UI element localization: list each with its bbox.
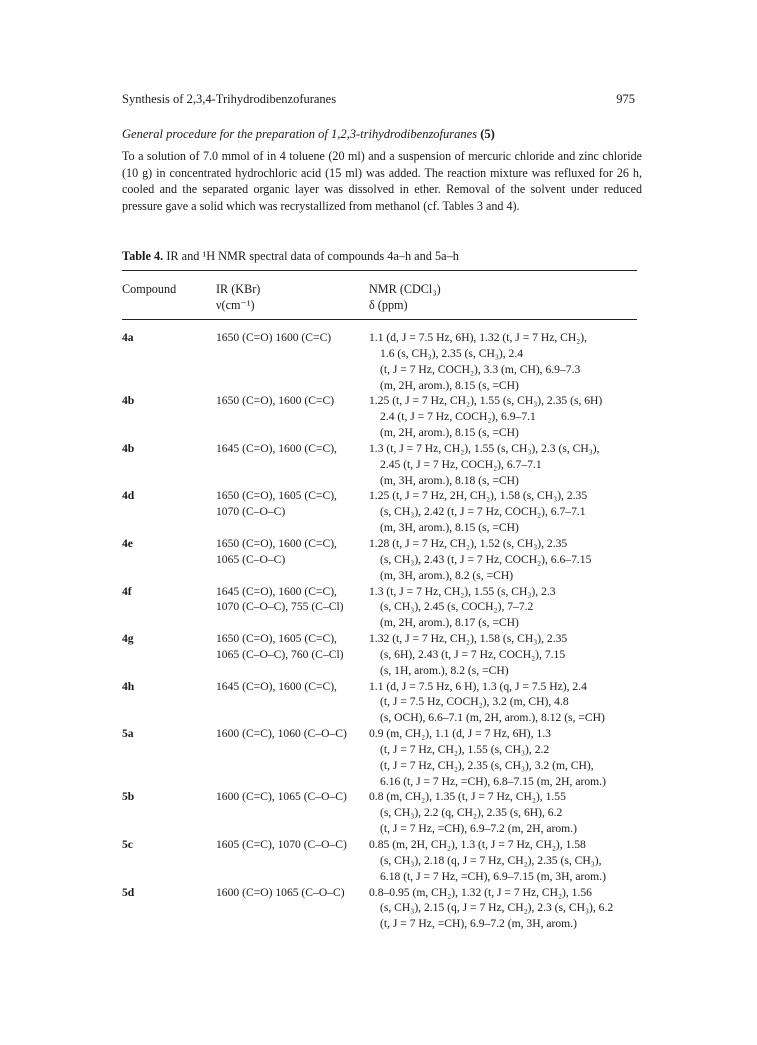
nmr-line: 1.1 (d, J = 7.5 Hz, 6 H), 1.3 (q, J = 7.5 Hz), 2.4 <box>369 679 587 693</box>
compound-id: 5c <box>122 838 133 851</box>
ir-data <box>216 536 366 568</box>
nmr-data <box>369 885 641 933</box>
ir-data <box>216 330 366 346</box>
compound-id: 4d <box>122 489 135 503</box>
nmr-line: 1.32 (t, J = 7 Hz, CH₂), 1.58 (s, CH₃), 2.35 <box>369 632 568 646</box>
procedure-body: To a solution of 7.0 mmol of in 4 toluene (20 ml) and a suspension of mercuric chloride and zinc chloride (10 g) in concentrated hydrochloric acid (15 ml) was added. The reaction mixture was refluxed for 26 h, cooled and the separated organic layer was dissolved in ether. Removal of the solvent under reduced pressure gave a solid which was recrystallized from methanol (cf. Tables 3 and 4). <box>122 149 642 213</box>
nmr-line: (t, J = 7 Hz, COCH₂), 3.3 (m, CH), 6.9–7.3 <box>380 362 581 376</box>
nmr-data <box>369 631 641 679</box>
ir-data <box>216 789 366 805</box>
compound-id: 4b <box>122 394 135 408</box>
compound-id: 4a <box>122 331 134 344</box>
compound-id: 4g <box>122 632 134 646</box>
nmr-data <box>369 837 641 885</box>
nmr-line: 1.28 (t, J = 7 Hz, CH₂), 1.52 (s, CH₃), 2.35 <box>369 536 568 550</box>
nmr-line: 1.3 (t, J = 7 Hz, CH₂), 1.55 (s, CH₃), 2.3 <box>369 584 556 598</box>
table-row <box>122 726 642 789</box>
nmr-line: (t, J = 7 Hz, =CH), 6.9–7.2 (m, 2H, arom.) <box>380 822 577 836</box>
nmr-line: (s, OCH), 6.6–7.1 (m, 2H, arom.), 8.12 (s, =CH) <box>380 711 605 725</box>
table-row <box>122 488 642 536</box>
table-row <box>122 631 642 679</box>
ir-line: 1065 (C–O–C) <box>216 552 286 566</box>
ir-line: 1600 (C=C), 1065 (C–O–C) <box>216 790 347 804</box>
nmr-data <box>369 584 641 632</box>
nmr-line: 0.85 (m, 2H, CH₂), 1.3 (t, J = 7 Hz, CH₂), 1.58 <box>369 838 586 851</box>
column-header-compound-label: Compound <box>122 282 177 296</box>
nmr-line: (t, J = 7 Hz, CH₂), 2.35 (s, CH₃), 3.2 (m, CH), <box>380 758 594 772</box>
compound-id: 4e <box>122 536 133 550</box>
table-row <box>122 584 642 632</box>
ir-line: 1065 (C–O–C), 760 (C–Cl) <box>216 647 344 661</box>
ir-data <box>216 885 366 901</box>
ir-data <box>216 393 366 409</box>
nmr-data <box>369 789 641 837</box>
column-header-ir-line2: ν(cm⁻¹) <box>216 298 255 312</box>
ir-data <box>216 584 366 616</box>
nmr-data <box>369 536 641 584</box>
ir-line: 1645 (C=O), 1600 (C=C), <box>216 441 337 455</box>
ir-data <box>216 441 366 457</box>
compound-id: 4h <box>122 679 135 693</box>
nmr-data <box>369 488 641 536</box>
nmr-line: 6.16 (t, J = 7 Hz, =CH), 6.8–7.15 (m, 2H, arom.) <box>380 774 606 788</box>
ir-line: 1650 (C=O), 1605 (C=C), <box>216 632 337 646</box>
nmr-line: (m, 2H, arom.), 8.15 (s, =CH) <box>380 378 519 392</box>
nmr-line: (m, 3H, arom.), 8.2 (s, =CH) <box>380 568 514 582</box>
table-header-rule <box>122 319 637 320</box>
table-row <box>122 393 642 441</box>
nmr-line: 6.18 (t, J = 7 Hz, =CH), 6.9–7.15 (m, 3H, arom.) <box>380 869 606 883</box>
nmr-line: (t, J = 7.5 Hz, COCH₂), 3.2 (m, CH), 4.8 <box>380 695 569 709</box>
table-row <box>122 837 642 885</box>
nmr-line: (s, CH₃), 2.45 (s, COCH₂), 7–7.2 <box>380 600 534 614</box>
nmr-line: 2.4 (t, J = 7 Hz, COCH₂), 6.9–7.1 <box>380 410 536 424</box>
nmr-line: 2.45 (t, J = 7 Hz, COCH₂), 6.7–7.1 <box>380 457 542 471</box>
ir-line: 1605 (C=C), 1070 (C–O–C) <box>216 838 347 851</box>
column-header-compound <box>122 281 176 297</box>
nmr-line: (s, 6H), 2.43 (t, J = 7 Hz, COCH₂), 7.15 <box>380 647 566 661</box>
nmr-line: (s, CH₃), 2.2 (q, CH₂), 2.35 (s, 6H), 6.2 <box>380 806 563 820</box>
nmr-line: (m, 3H, arom.), 8.18 (s, =CH) <box>380 473 519 487</box>
nmr-line: (s, CH₃), 2.43 (t, J = 7 Hz, COCH₂), 6.6–7.15 <box>380 552 592 566</box>
nmr-data <box>369 330 641 393</box>
ir-data <box>216 837 366 853</box>
nmr-line: (t, J = 7 Hz, =CH), 6.9–7.2 (m, 3H, arom.) <box>380 917 577 931</box>
ir-line: 1645 (C=O), 1600 (C=C), <box>216 584 337 598</box>
ir-data <box>216 679 366 695</box>
nmr-line: 1.6 (s, CH₃), 2.35 (s, CH₃), 2.4 <box>380 346 524 360</box>
procedure-heading <box>122 127 495 142</box>
nmr-data <box>369 679 641 727</box>
nmr-line: 0.9 (m, CH₂), 1.1 (d, J = 7 Hz, 6H), 1.3 <box>369 727 551 741</box>
table-row <box>122 679 642 727</box>
nmr-data <box>369 441 641 489</box>
compound-id: 5d <box>122 885 135 899</box>
compound-id: 5a <box>122 727 134 741</box>
ir-line: 1070 (C–O–C) <box>216 505 286 519</box>
nmr-line: 0.8–0.95 (m, CH₂), 1.32 (t, J = 7 Hz, CH₂), 1.56 <box>369 885 592 899</box>
table-caption-text: IR and ¹H NMR spectral data of compounds 4a–h and 5a–h <box>166 249 459 263</box>
nmr-line: 1.25 (t, J = 7 Hz, 2H, CH₂), 1.58 (s, CH₃), 2.35 <box>369 489 588 503</box>
procedure-heading-text: General procedure for the preparation of 1,2,3-trihydrodibenzofuranes <box>122 127 478 141</box>
procedure-heading-ref: (5) <box>480 127 495 141</box>
nmr-line: (m, 2H, arom.), 8.17 (s, =CH) <box>380 616 519 630</box>
nmr-data <box>369 726 641 789</box>
table-body <box>122 330 642 932</box>
nmr-line: (s, CH₃), 2.42 (t, J = 7 Hz, COCH₂), 6.7–7.1 <box>380 505 586 519</box>
nmr-line: (m, 2H, arom.), 8.15 (s, =CH) <box>380 426 519 440</box>
column-header-nmr-line2: δ (ppm) <box>369 298 408 312</box>
ir-data <box>216 631 366 663</box>
ir-data <box>216 488 366 520</box>
table-top-rule <box>122 270 637 271</box>
ir-line: 1650 (C=O), 1600 (C=C), <box>216 536 337 550</box>
nmr-line: 1.25 (t, J = 7 Hz, CH₂), 1.55 (s, CH₃), 2.35 (s, 6H) <box>369 394 603 408</box>
nmr-line: 1.1 (d, J = 7.5 Hz, 6H), 1.32 (t, J = 7 Hz, CH₂), <box>369 331 588 344</box>
ir-line: 1650 (C=O), 1605 (C=C), <box>216 489 337 503</box>
nmr-line: (s, CH₃), 2.15 (q, J = 7 Hz, CH₂), 2.3 (s, CH₃), 6.2 <box>380 901 614 915</box>
nmr-line: (s, CH₃), 2.18 (q, J = 7 Hz, CH₂), 2.35 (s, CH₃), <box>380 853 602 867</box>
table-row <box>122 441 642 489</box>
ir-data <box>216 726 366 742</box>
ir-line: 1650 (C=O) 1600 (C=C) <box>216 331 332 344</box>
ir-line: 1600 (C=C), 1060 (C–O–C) <box>216 727 347 741</box>
nmr-line: 0.8 (m, CH₂), 1.35 (t, J = 7 Hz, CH₂), 1.55 <box>369 790 566 804</box>
table-label: Table 4. <box>122 249 164 263</box>
ir-line: 1070 (C–O–C), 755 (C–Cl) <box>216 600 344 614</box>
column-header-nmr-line1: NMR (CDCl₃) <box>369 282 441 296</box>
ir-line: 1645 (C=O), 1600 (C=C), <box>216 679 337 693</box>
ir-line: 1600 (C=O) 1065 (C–O–C) <box>216 885 345 899</box>
column-header-ir-line1: IR (KBr) <box>216 282 261 296</box>
ir-line: 1650 (C=O), 1600 (C=C) <box>216 394 335 408</box>
compound-id: 5b <box>122 790 135 804</box>
running-title: Synthesis of 2,3,4-Trihydrodibenzofuranes <box>122 92 337 106</box>
nmr-line: 1.3 (t, J = 7 Hz, CH₂), 1.55 (s, CH₃), 2.3 (s, CH₃), <box>369 441 600 455</box>
nmr-line: (m, 3H, arom.), 8.15 (s, =CH) <box>380 521 519 535</box>
column-header-nmr <box>369 281 441 313</box>
compound-id: 4f <box>122 584 132 598</box>
table-row <box>122 789 642 837</box>
compound-id: 4b <box>122 441 135 455</box>
table-row <box>122 330 642 393</box>
nmr-line: (t, J = 7 Hz, CH₂), 1.55 (s, CH₃), 2.2 <box>380 742 550 756</box>
table-row <box>122 885 642 933</box>
table-row <box>122 536 642 584</box>
page-number: 975 <box>616 92 635 106</box>
nmr-data <box>369 393 641 441</box>
table-caption <box>122 249 459 264</box>
column-header-ir <box>216 281 260 313</box>
nmr-line: (s, 1H, arom.), 8.2 (s, =CH) <box>380 663 509 677</box>
